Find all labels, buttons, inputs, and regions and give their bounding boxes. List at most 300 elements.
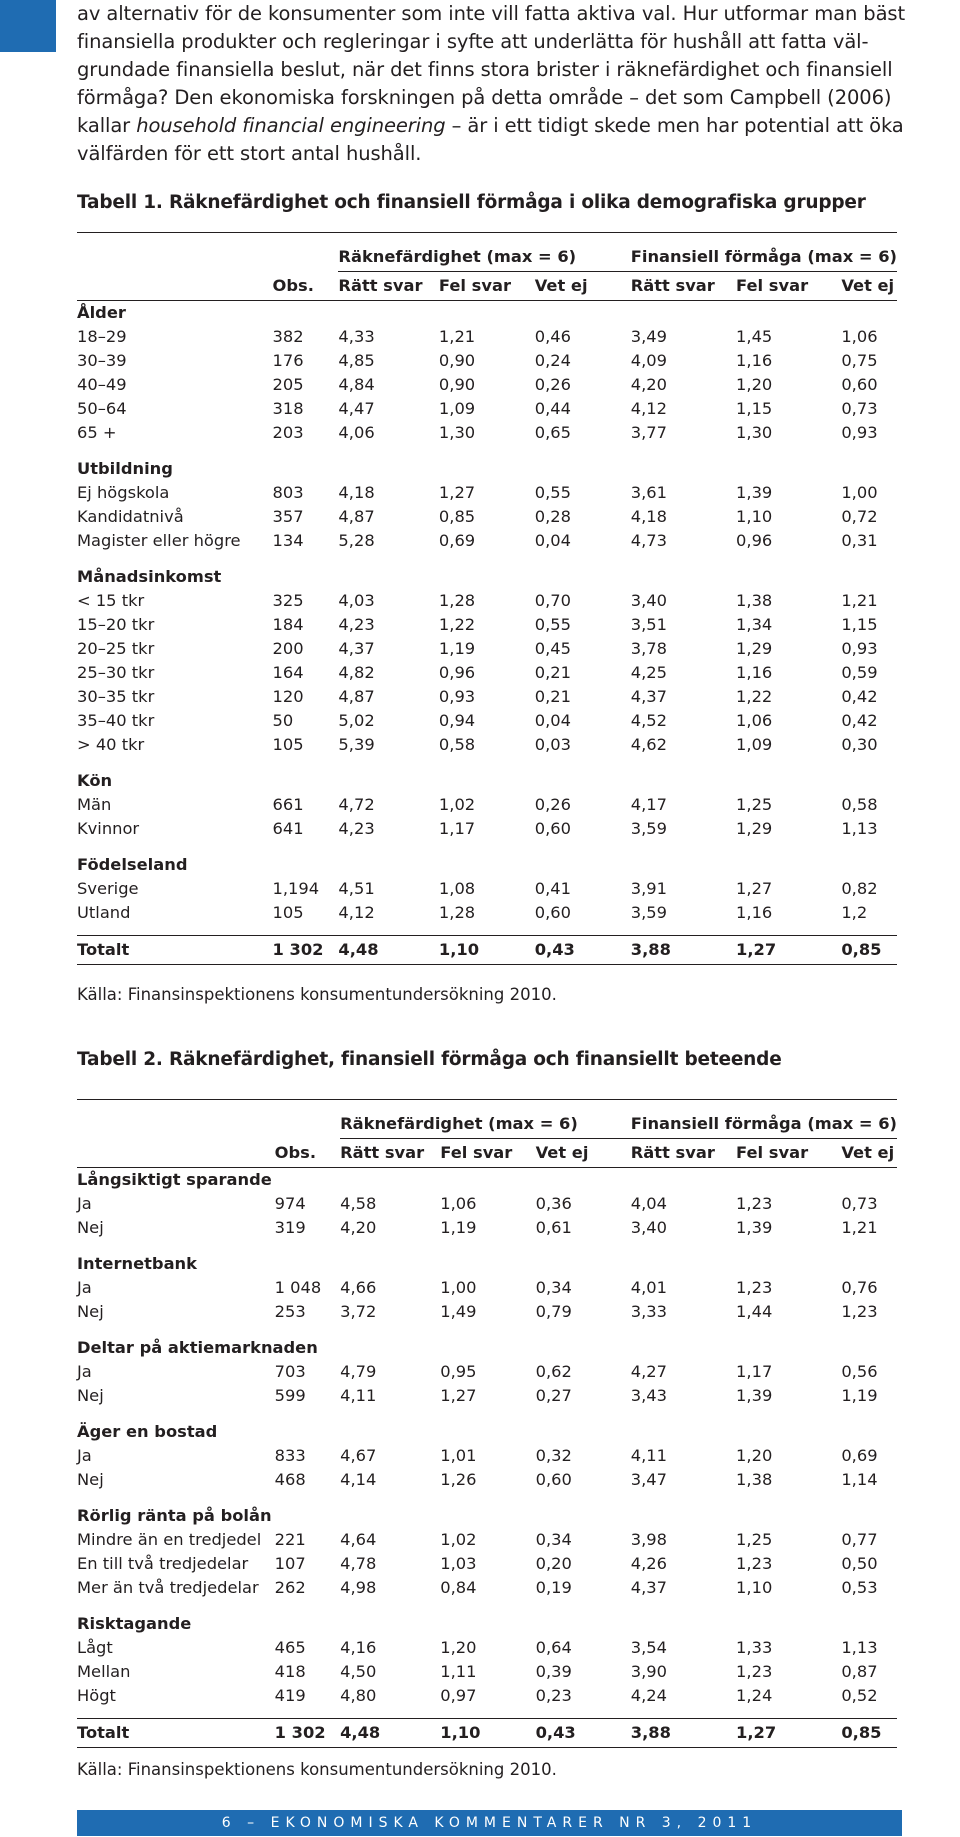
table2-source: Källa: Finansinspektionens konsumentundersökning 2010. (77, 1760, 557, 1779)
table-cell: 1,20 (440, 1638, 477, 1657)
table-cell: 703 (274, 1362, 306, 1381)
table-row (77, 1528, 897, 1552)
table-cell: 5,02 (338, 711, 375, 730)
table-cell: 3,59 (630, 903, 668, 922)
table-cell: 1,25 (736, 795, 773, 814)
table-cell: 4,18 (338, 483, 375, 502)
table-row (77, 1216, 897, 1240)
table-cell: 0,52 (841, 1686, 878, 1705)
table-cell: 0,69 (841, 1446, 878, 1465)
table-cell: 1,21 (841, 1218, 878, 1237)
table-cell: 357 (272, 507, 304, 526)
table-cell: 318 (272, 399, 304, 418)
intro-emphasis: household financial engineering (136, 114, 446, 137)
total-cell: 1 302 (273, 936, 339, 965)
table-row (77, 709, 897, 733)
table-cell: 4,17 (630, 795, 668, 814)
table-cell: 0,03 (534, 735, 571, 754)
header-right: Rätt svar (338, 272, 438, 301)
table-row (77, 505, 897, 529)
table-cell: 1,13 (841, 1638, 878, 1657)
table-cell: 4,20 (340, 1218, 377, 1237)
table-cell: 3,33 (630, 1302, 668, 1321)
table-cell: 1,02 (438, 795, 476, 814)
table-cell: 1,08 (438, 879, 476, 898)
table-cell: 205 (272, 375, 304, 394)
table-cell: 4,16 (340, 1638, 377, 1657)
intro-text: kallar (77, 114, 137, 137)
total-label: Totalt (77, 1719, 275, 1748)
table-cell: 4,06 (338, 423, 375, 442)
table-cell: 0,95 (440, 1362, 477, 1381)
table-cell: 50 (272, 711, 294, 730)
table-cell: 0,32 (535, 1446, 572, 1465)
total-cell: 3,88 (631, 936, 736, 965)
table-cell: 325 (272, 591, 304, 610)
table-cell: 382 (272, 327, 304, 346)
row-label: Ja (77, 1362, 92, 1381)
header-blank (77, 1139, 275, 1168)
row-label: Kandidatnivå (77, 507, 184, 526)
table-cell: 3,40 (630, 591, 668, 610)
table-cell: 1,27 (440, 1386, 477, 1405)
table-cell: 1,11 (440, 1662, 477, 1681)
table-cell: 1,00 (841, 483, 878, 502)
table-cell: 0,24 (534, 351, 571, 370)
table-cell: 1,25 (736, 1530, 773, 1549)
table-cell: 1,13 (841, 819, 878, 838)
table-cell: 4,03 (338, 591, 375, 610)
table-cell: 3,51 (630, 615, 668, 634)
table-cell: 1,23 (736, 1662, 773, 1681)
table-cell: 1,06 (736, 711, 773, 730)
table-cell: 0,94 (438, 711, 476, 730)
row-label: > 40 tkr (77, 735, 145, 754)
table-cell: 3,61 (630, 483, 668, 502)
table-cell: 0,96 (736, 531, 773, 550)
table-cell: 0,75 (841, 351, 878, 370)
intro-line: förmåga? Den ekonomiska forskningen på detta område – det som Campbell (2006) (77, 86, 892, 109)
table-cell: 4,14 (340, 1470, 377, 1489)
table-cell: 4,18 (630, 507, 668, 526)
table-cell: 4,24 (630, 1686, 668, 1705)
table2-title: Tabell 2. Räknefärdighet, finansiell förmåga och finansiellt beteende (77, 1049, 782, 1070)
table-cell: 4,37 (630, 687, 668, 706)
table-cell: 3,54 (630, 1638, 668, 1657)
section-heading: Deltar på aktiemarknaden (77, 1338, 318, 1357)
total-row (77, 1719, 897, 1748)
table-cell: 0,44 (534, 399, 571, 418)
table1-title: Tabell 1. Räknefärdighet och finansiell förmåga i olika demografiska grupper (77, 192, 866, 213)
row-label: Män (77, 795, 112, 814)
table-cell: 0,60 (534, 903, 571, 922)
table-cell: 4,27 (630, 1362, 668, 1381)
table-cell: 0,65 (534, 423, 571, 442)
table-cell: 4,33 (338, 327, 375, 346)
page-number: 6 (221, 1815, 237, 1831)
table-cell: 1,30 (736, 423, 773, 442)
table-cell: 1,01 (440, 1446, 477, 1465)
table-cell: 1,34 (736, 615, 773, 634)
table-cell: 0,36 (535, 1194, 572, 1213)
table-cell: 1,21 (841, 591, 878, 610)
table-cell: 4,80 (340, 1686, 377, 1705)
table-cell: 468 (274, 1470, 306, 1489)
table-cell: 4,11 (630, 1446, 668, 1465)
total-cell: 0,43 (536, 1719, 631, 1748)
header-group-financial-ability: Finansiell förmåga (max = 6) (631, 1110, 897, 1139)
table-row (77, 1636, 897, 1660)
table-cell: 262 (274, 1578, 306, 1597)
table-row (77, 1384, 897, 1408)
table-cell: 0,30 (841, 735, 878, 754)
table-cell: 0,04 (534, 531, 571, 550)
row-label: Sverige (77, 879, 139, 898)
table-cell: 0,45 (534, 639, 571, 658)
section-heading: Risktagande (77, 1614, 192, 1633)
table-cell: 4,37 (630, 1578, 668, 1597)
table-cell: 1,39 (736, 1386, 773, 1405)
table-cell: 0,96 (438, 663, 476, 682)
header-blank (77, 272, 273, 301)
table-cell: 1,2 (841, 903, 868, 922)
table-cell: 107 (274, 1554, 306, 1573)
journal-name: EKONOMISKA KOMMENTARER NR 3, 2011 (270, 1815, 758, 1831)
table-cell: 0,72 (841, 507, 878, 526)
table-cell: 1,09 (736, 735, 773, 754)
table-cell: 3,72 (340, 1302, 377, 1321)
table-row (77, 613, 897, 637)
section-heading: Långsiktigt sparande (77, 1170, 272, 1189)
table-cell: 1,20 (736, 375, 773, 394)
row-label: Ja (77, 1194, 92, 1213)
row-label: Lågt (77, 1638, 113, 1657)
table-cell: 1,23 (736, 1194, 773, 1213)
table-cell: 4,72 (338, 795, 375, 814)
table-cell: 0,60 (841, 375, 878, 394)
header-dont-know: Vet ej (841, 272, 897, 301)
table-cell: 4,51 (338, 879, 375, 898)
table-cell: 0,64 (535, 1638, 572, 1657)
table-cell: 0,34 (535, 1278, 572, 1297)
table-cell: 105 (272, 903, 304, 922)
table-row (77, 1276, 897, 1300)
table-cell: 5,39 (338, 735, 375, 754)
table-cell: 4,82 (338, 663, 375, 682)
page-footer (77, 1810, 902, 1836)
table-cell: 0,26 (534, 795, 571, 814)
table-cell: 4,87 (338, 507, 375, 526)
table-cell: 1,15 (841, 615, 878, 634)
table-cell: 4,26 (630, 1554, 668, 1573)
table2 (77, 1099, 897, 1748)
table-row (77, 325, 897, 349)
table-cell: 0,76 (841, 1278, 878, 1297)
table-row (77, 1300, 897, 1324)
table-cell: 465 (274, 1638, 306, 1657)
table-cell: 0,90 (438, 375, 476, 394)
table-cell: 0,56 (841, 1362, 878, 1381)
table-cell: 3,47 (630, 1470, 668, 1489)
table-row (77, 1684, 897, 1708)
total-cell: 3,88 (631, 1719, 736, 1748)
table-cell: 4,25 (630, 663, 668, 682)
table-cell: 3,98 (630, 1530, 668, 1549)
table-cell: 0,41 (534, 879, 571, 898)
table-cell: 3,43 (630, 1386, 668, 1405)
table-row (77, 1552, 897, 1576)
row-label: Ja (77, 1446, 92, 1465)
table-cell: 0,50 (841, 1554, 878, 1573)
section-heading: Födelseland (77, 855, 188, 874)
section-heading: Rörlig ränta på bolån (77, 1506, 272, 1525)
table-cell: 0,04 (534, 711, 571, 730)
intro-line: finansiella produkter och regleringar i syfte att underlätta för hushåll att fatta väl- (77, 30, 869, 53)
row-label: Nej (77, 1218, 104, 1237)
table-cell: 599 (274, 1386, 306, 1405)
table-cell: 1,16 (736, 903, 773, 922)
intro-line (77, 112, 957, 140)
header-right: Rätt svar (340, 1139, 440, 1168)
table-cell: 3,78 (630, 639, 668, 658)
table-cell: 0,59 (841, 663, 878, 682)
table-cell: 1,23 (736, 1278, 773, 1297)
total-cell: 4,48 (340, 1719, 440, 1748)
table-cell: 0,93 (438, 687, 476, 706)
section-heading: Ålder (77, 303, 126, 322)
total-cell: 0,85 (841, 936, 897, 965)
total-cell: 1,10 (439, 936, 535, 965)
table-cell: 1,10 (736, 1578, 773, 1597)
footer-dash: – (247, 1815, 261, 1831)
table-row (77, 1360, 897, 1384)
table-cell: 833 (274, 1446, 306, 1465)
total-cell: 0,43 (535, 936, 631, 965)
table-cell: 0,42 (841, 711, 878, 730)
table-cell: 0,69 (438, 531, 476, 550)
row-label: Högt (77, 1686, 116, 1705)
table-cell: 1,14 (841, 1470, 878, 1489)
table-cell: 0,58 (438, 735, 476, 754)
table-cell: 0,53 (841, 1578, 878, 1597)
table-cell: 0,73 (841, 1194, 878, 1213)
table-cell: 1,23 (841, 1302, 878, 1321)
table-cell: 4,50 (340, 1662, 377, 1681)
table-cell: 0,93 (841, 423, 878, 442)
section-heading: Internetbank (77, 1254, 197, 1273)
table-cell: 4,98 (340, 1578, 377, 1597)
table-cell: 0,26 (534, 375, 571, 394)
row-label: Ej högskola (77, 483, 170, 502)
table-cell: 0,28 (534, 507, 571, 526)
table-cell: 1,26 (440, 1470, 477, 1489)
table-cell: 0,97 (440, 1686, 477, 1705)
table-cell: 3,59 (630, 819, 668, 838)
table-cell: 4,84 (338, 375, 375, 394)
table-cell: 3,77 (630, 423, 668, 442)
table-cell: 1,22 (438, 615, 476, 634)
row-label: 50–64 (77, 399, 127, 418)
header-wrong: Fel svar (736, 272, 841, 301)
total-label: Totalt (77, 936, 273, 965)
table-cell: 3,49 (630, 327, 668, 346)
table-row (77, 397, 897, 421)
table-cell: 1,49 (440, 1302, 477, 1321)
table-row (77, 637, 897, 661)
table-row (77, 1444, 897, 1468)
table-cell: 1,00 (440, 1278, 477, 1297)
header-group-financial-ability: Finansiell förmåga (max = 6) (631, 243, 897, 272)
table-cell: 1,06 (440, 1194, 477, 1213)
table-cell: 1,21 (438, 327, 476, 346)
total-cell: 0,85 (841, 1719, 897, 1748)
table-cell: 1,19 (841, 1386, 878, 1405)
table-cell: 1,19 (440, 1218, 477, 1237)
table-cell: 253 (274, 1302, 306, 1321)
table-cell: 1 048 (274, 1278, 322, 1297)
row-label: 30–39 (77, 351, 127, 370)
table-cell: 4,12 (338, 903, 375, 922)
table-cell: 0,60 (535, 1470, 572, 1489)
accent-square (0, 0, 56, 52)
row-label: 35–40 tkr (77, 711, 155, 730)
table-cell: 1,28 (438, 591, 476, 610)
table-cell: 0,61 (535, 1218, 572, 1237)
row-label: Mer än två tredjedelar (77, 1578, 259, 1597)
table-cell: 4,04 (630, 1194, 668, 1213)
header-wrong: Fel svar (439, 272, 535, 301)
row-label: Mindre än en tredjedel (77, 1530, 262, 1549)
row-label: < 15 tkr (77, 591, 145, 610)
row-label: Kvinnor (77, 819, 140, 838)
table-cell: 661 (272, 795, 304, 814)
table-row (77, 1576, 897, 1600)
table-cell: 1,27 (438, 483, 476, 502)
table-cell: 1,30 (438, 423, 476, 442)
table-cell: 1,39 (736, 483, 773, 502)
row-label: Mellan (77, 1662, 131, 1681)
table-cell: 4,01 (630, 1278, 668, 1297)
table-row (77, 661, 897, 685)
intro-line: välfärden för ett stort antal hushåll. (77, 142, 422, 165)
total-cell: 1 302 (275, 1719, 340, 1748)
table-cell: 4,64 (340, 1530, 377, 1549)
table-cell: 0,27 (535, 1386, 572, 1405)
header-group-numeracy: Räknefärdighet (max = 6) (340, 1110, 631, 1139)
header-wrong: Fel svar (736, 1139, 841, 1168)
table-cell: 1,15 (736, 399, 773, 418)
row-label: Utland (77, 903, 131, 922)
table-cell: 221 (274, 1530, 306, 1549)
table-cell: 0,46 (534, 327, 571, 346)
table-cell: 1,24 (736, 1686, 773, 1705)
table-cell: 0,19 (535, 1578, 572, 1597)
table-cell: 641 (272, 819, 304, 838)
intro-text: – är i ett tidigt skede men har potential att öka (445, 114, 904, 137)
table-cell: 0,34 (535, 1530, 572, 1549)
row-label: 25–30 tkr (77, 663, 155, 682)
table-cell: 1,02 (440, 1530, 477, 1549)
table-cell: 0,21 (534, 663, 571, 682)
section-heading: Kön (77, 771, 113, 790)
table-cell: 4,23 (338, 819, 375, 838)
table-cell: 0,55 (534, 483, 571, 502)
table-cell: 4,78 (340, 1554, 377, 1573)
table-cell: 3,91 (630, 879, 668, 898)
row-label: 30–35 tkr (77, 687, 155, 706)
intro-paragraph (77, 0, 957, 168)
table-cell: 1,16 (736, 351, 773, 370)
header-dont-know: Vet ej (841, 1139, 897, 1168)
table-cell: 1,29 (736, 819, 773, 838)
table-cell: 0,84 (440, 1578, 477, 1597)
row-label: En till två tredjedelar (77, 1554, 249, 1573)
table-cell: 0,23 (535, 1686, 572, 1705)
total-cell: 1,10 (440, 1719, 535, 1748)
table-cell: 3,90 (630, 1662, 668, 1681)
section-heading: Månadsinkomst (77, 567, 222, 586)
table-cell: 4,58 (340, 1194, 377, 1213)
table-cell: 4,79 (340, 1362, 377, 1381)
table-row (77, 349, 897, 373)
table-cell: 0,55 (534, 615, 571, 634)
table-row (77, 1192, 897, 1216)
table-cell: 4,47 (338, 399, 375, 418)
table-cell: 1,28 (438, 903, 476, 922)
table-cell: 4,87 (338, 687, 375, 706)
table1 (77, 232, 897, 965)
table-cell: 4,52 (630, 711, 668, 730)
table-cell: 1,23 (736, 1554, 773, 1573)
row-label: Nej (77, 1386, 104, 1405)
table-cell: 418 (274, 1662, 306, 1681)
table-cell: 1,20 (736, 1446, 773, 1465)
table-cell: 1,22 (736, 687, 773, 706)
table-cell: 1,45 (736, 327, 773, 346)
table-row (77, 1660, 897, 1684)
table-cell: 0,79 (535, 1302, 572, 1321)
table-cell: 184 (272, 615, 304, 634)
table-row (77, 481, 897, 505)
table-cell: 1,03 (440, 1554, 477, 1573)
table-cell: 0,87 (841, 1662, 878, 1681)
table-cell: 4,66 (340, 1278, 377, 1297)
total-cell: 4,48 (338, 936, 438, 965)
header-obs: Obs. (275, 1139, 340, 1168)
total-cell: 1,27 (736, 1719, 841, 1748)
header-right: Rätt svar (631, 1139, 736, 1168)
table-cell: 0,58 (841, 795, 878, 814)
table-row (77, 685, 897, 709)
row-label: 40–49 (77, 375, 127, 394)
table-cell: 0,20 (535, 1554, 572, 1573)
row-label: Magister eller högre (77, 531, 241, 550)
table-cell: 0,62 (535, 1362, 572, 1381)
table-cell: 1,44 (736, 1302, 773, 1321)
table-row (77, 1468, 897, 1492)
table-row (77, 901, 897, 925)
table-cell: 0,21 (534, 687, 571, 706)
table-cell: 0,85 (438, 507, 476, 526)
table-cell: 134 (272, 531, 304, 550)
table-row (77, 793, 897, 817)
table-cell: 4,73 (630, 531, 668, 550)
table-cell: 4,62 (630, 735, 668, 754)
table-cell: 200 (272, 639, 304, 658)
row-label: 18–29 (77, 327, 127, 346)
table-cell: 1,17 (736, 1362, 773, 1381)
table-cell: 974 (274, 1194, 306, 1213)
